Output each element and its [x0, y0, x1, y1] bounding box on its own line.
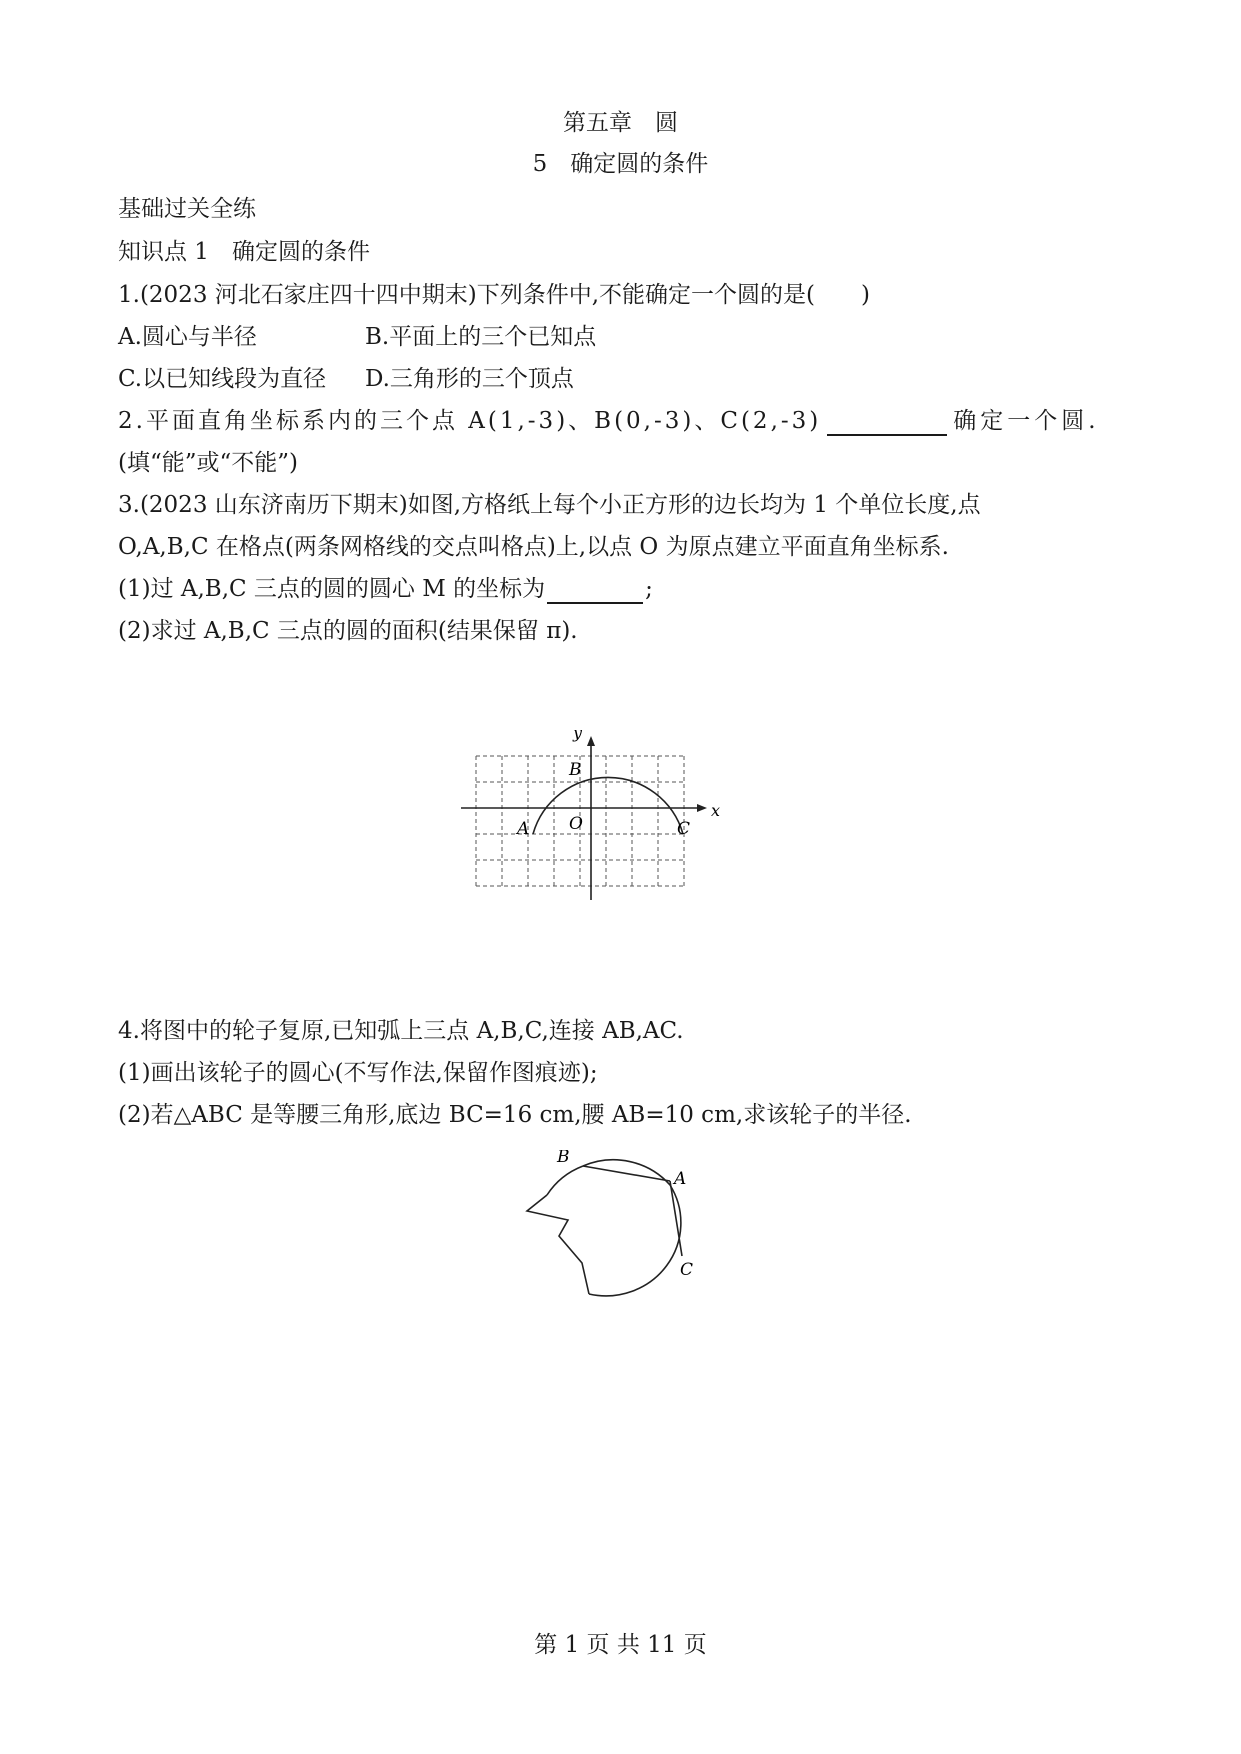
q1-option-a: A.圆心与半径 — [118, 324, 257, 350]
q3-answer-blank[interactable] — [547, 580, 643, 604]
knowledge-point: 知识点 1 确定圆的条件 — [118, 239, 370, 265]
practice-title: 基础过关全练 — [118, 196, 256, 222]
q3-part1-line — [118, 574, 653, 604]
q3-part1: (1)过 A,B,C 三点的圆的圆心 M 的坐标为 — [118, 576, 546, 602]
q2-line1 — [118, 406, 1118, 436]
q1-option-d: D.三角形的三个顶点 — [365, 366, 574, 392]
point-a-label: A — [517, 819, 530, 839]
point-c-label: C — [677, 819, 691, 839]
q3-stem2: O,A,B,C 在格点(两条网格线的交点叫格点)上,以点 O 为原点建立平面直角坐标系. — [118, 534, 949, 560]
arc-abc — [533, 777, 683, 834]
wheel-point-a-label: A — [674, 1169, 687, 1189]
point-b-label: B — [569, 760, 582, 780]
q1-option-b: B.平面上的三个已知点 — [365, 324, 597, 350]
y-axis-arrow — [587, 736, 595, 746]
q2-answer-blank[interactable] — [827, 412, 947, 436]
page-number: 第 1 页 共 11 页 — [534, 1632, 707, 1658]
q1-option-c: C.以已知线段为直径 — [118, 366, 327, 392]
wheel-arc-right — [589, 1185, 681, 1296]
q3-part2: (2)求过 A,B,C 三点的圆的面积(结果保留 π). — [118, 618, 578, 644]
wheel-broken-edge — [527, 1195, 589, 1294]
q4-stem: 4.将图中的轮子复原,已知弧上三点 A,B,C,连接 AB,AC. — [118, 1018, 684, 1044]
q2-tail: 确定一个圆. — [953, 408, 1100, 434]
y-axis-label: y — [573, 730, 583, 742]
wheel-point-b-label: B — [557, 1150, 570, 1167]
q3-part1-end: ; — [645, 576, 653, 602]
x-axis-arrow — [697, 804, 707, 812]
q3-grid-figure — [455, 730, 755, 910]
q4-part2: (2)若△ABC 是等腰三角形,底边 BC=16 cm,腰 AB=10 cm,求该轮子的半径. — [118, 1102, 912, 1128]
q2-stem: 2.平面直角坐标系内的三个点 A(1,-3)、B(0,-3)、C(2,-3) — [118, 408, 822, 434]
q4-part1: (1)画出该轮子的圆心(不写作法,保留作图痕迹); — [118, 1060, 598, 1086]
wheel-arc-top — [583, 1160, 670, 1185]
wheel-arc-left — [547, 1166, 583, 1195]
x-axis-label: x — [711, 801, 721, 820]
q3-stem: 3.(2023 山东济南历下期末)如图,方格纸上每个小正方形的边长均为 1 个单位长度,点 — [118, 492, 981, 518]
q1-stem: 1.(2023 河北石家庄四十四中期末)下列条件中,不能确定一个圆的是( ) — [118, 282, 870, 308]
wheel-point-c-label: C — [680, 1260, 694, 1280]
q4-wheel-figure — [520, 1150, 710, 1310]
point-o-label: O — [569, 814, 583, 834]
section-title: 5 确定圆的条件 — [532, 151, 709, 177]
q2-line2: (填“能”或“不能”) — [118, 450, 298, 476]
chapter-title: 第五章 圆 — [563, 110, 678, 136]
